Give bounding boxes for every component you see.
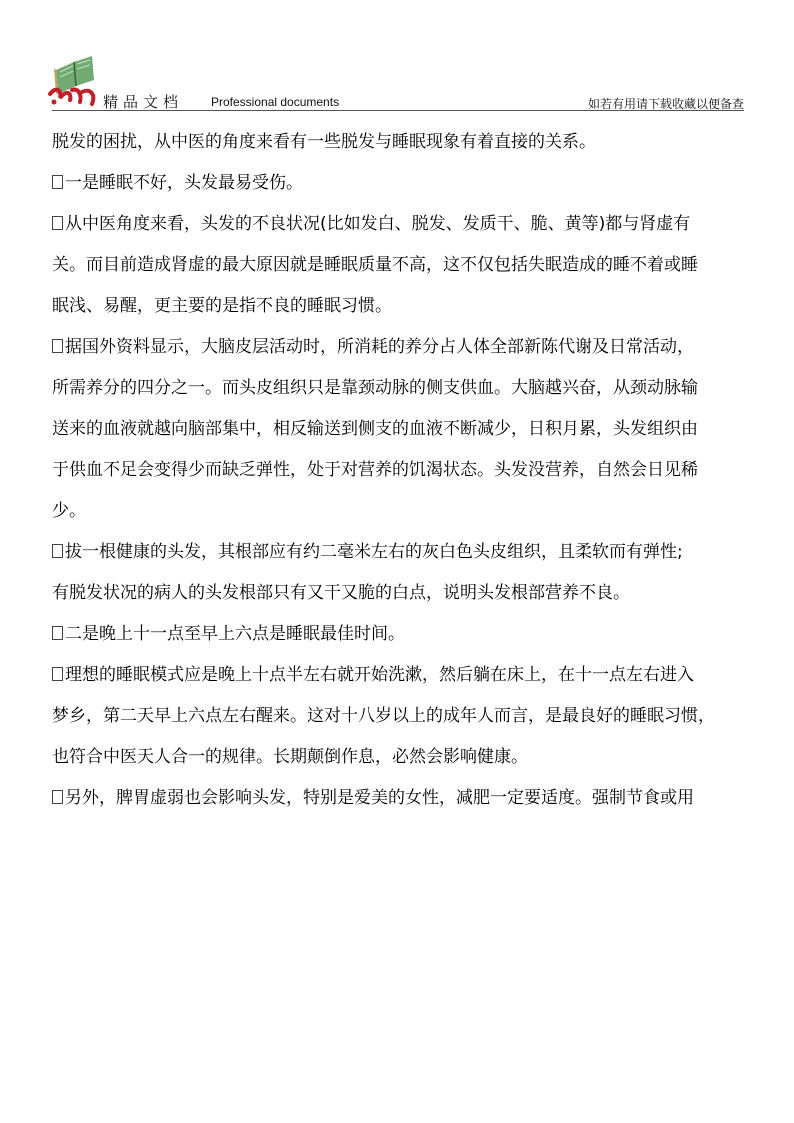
paragraph-line [52, 778, 768, 819]
document-body [52, 122, 768, 819]
line-text: 少。 [52, 501, 86, 521]
bullet-box-icon [52, 216, 63, 230]
bullet-box-icon [52, 175, 63, 189]
book-logo-icon [46, 50, 102, 108]
paragraph-line [52, 163, 768, 204]
line-text: 另外，脾胃虚弱也会影响头发，特别是爱美的女性，减肥一定要适度。强制节食或用 [65, 788, 694, 808]
paragraph-line [52, 491, 768, 532]
line-text: 所需养分的四分之一。而头皮组织只是靠颈动脉的侧支供血。大脑越兴奋，从颈动脉输 [52, 378, 698, 398]
line-text: 也符合中医天人合一的规律。长期颠倒作息，必然会影响健康。 [52, 747, 528, 767]
paragraph-line [52, 409, 768, 450]
brand-title: 精品文档 [103, 93, 184, 111]
paragraph-line [52, 450, 768, 491]
line-text: 拔一根健康的头发，其根部应有约二毫米左右的灰白色头皮组织，且柔软而有弹性; [65, 542, 683, 562]
line-text: 梦乡，第二天早上六点左右醒来。这对十八岁以上的成年人而言，是最良好的睡眠习惯， [52, 706, 715, 726]
paragraph-line [52, 737, 768, 778]
line-text: 理想的睡眠模式应是晚上十点半左右就开始洗漱，然后躺在床上，在十一点左右进入 [65, 665, 694, 685]
paragraph-line [52, 327, 768, 368]
paragraph-line [52, 368, 768, 409]
line-text: 有脱发状况的病人的头发根部只有又干又脆的白点，说明头发根部营养不良。 [52, 583, 630, 603]
bullet-box-icon [52, 790, 63, 804]
bullet-box-icon [52, 544, 63, 558]
paragraph-line [52, 245, 768, 286]
header-divider [52, 110, 744, 111]
bullet-box-icon [52, 667, 63, 681]
paragraph-line [52, 573, 768, 614]
line-text: 于供血不足会变得少而缺乏弹性，处于对营养的饥渴状态。头发没营养，自然会日见稀 [52, 460, 698, 480]
paragraph-line [52, 286, 768, 327]
line-text: 二是晚上十一点至早上六点是睡眠最佳时间。 [65, 624, 405, 644]
paragraph-line [52, 122, 768, 163]
paragraph-line [52, 614, 768, 655]
paragraph-line [52, 696, 768, 737]
line-text: 关。而目前造成肾虚的最大原因就是睡眠质量不高，这不仅包括失眠造成的睡不着或睡 [52, 255, 698, 275]
paragraph-line [52, 655, 768, 696]
brand-subtitle: Professional documents [211, 95, 340, 109]
download-notice: 如若有用请下载收藏以便备查 [587, 97, 744, 111]
line-text: 一是睡眠不好，头发最易受伤。 [65, 173, 303, 193]
line-text: 脱发的困扰，从中医的角度来看有一些脱发与睡眠现象有着直接的关系。 [52, 132, 596, 152]
page-header [0, 0, 794, 112]
line-text: 从中医角度来看，头发的不良状况(比如发白、脱发、发质干、脆、黄等)都与肾虚有 [65, 214, 691, 234]
line-text: 眠浅、易醒，更主要的是指不良的睡眠习惯。 [52, 296, 392, 316]
paragraph-line [52, 532, 768, 573]
bullet-box-icon [52, 339, 63, 353]
line-text: 据国外资料显示，大脑皮层活动时，所消耗的养分占人体全部新陈代谢及日常活动， [65, 337, 694, 357]
paragraph-line [52, 204, 768, 245]
bullet-box-icon [52, 626, 63, 640]
line-text: 送来的血液就越向脑部集中，相反输送到侧支的血液不断减少，日积月累，头发组织由 [52, 419, 698, 439]
